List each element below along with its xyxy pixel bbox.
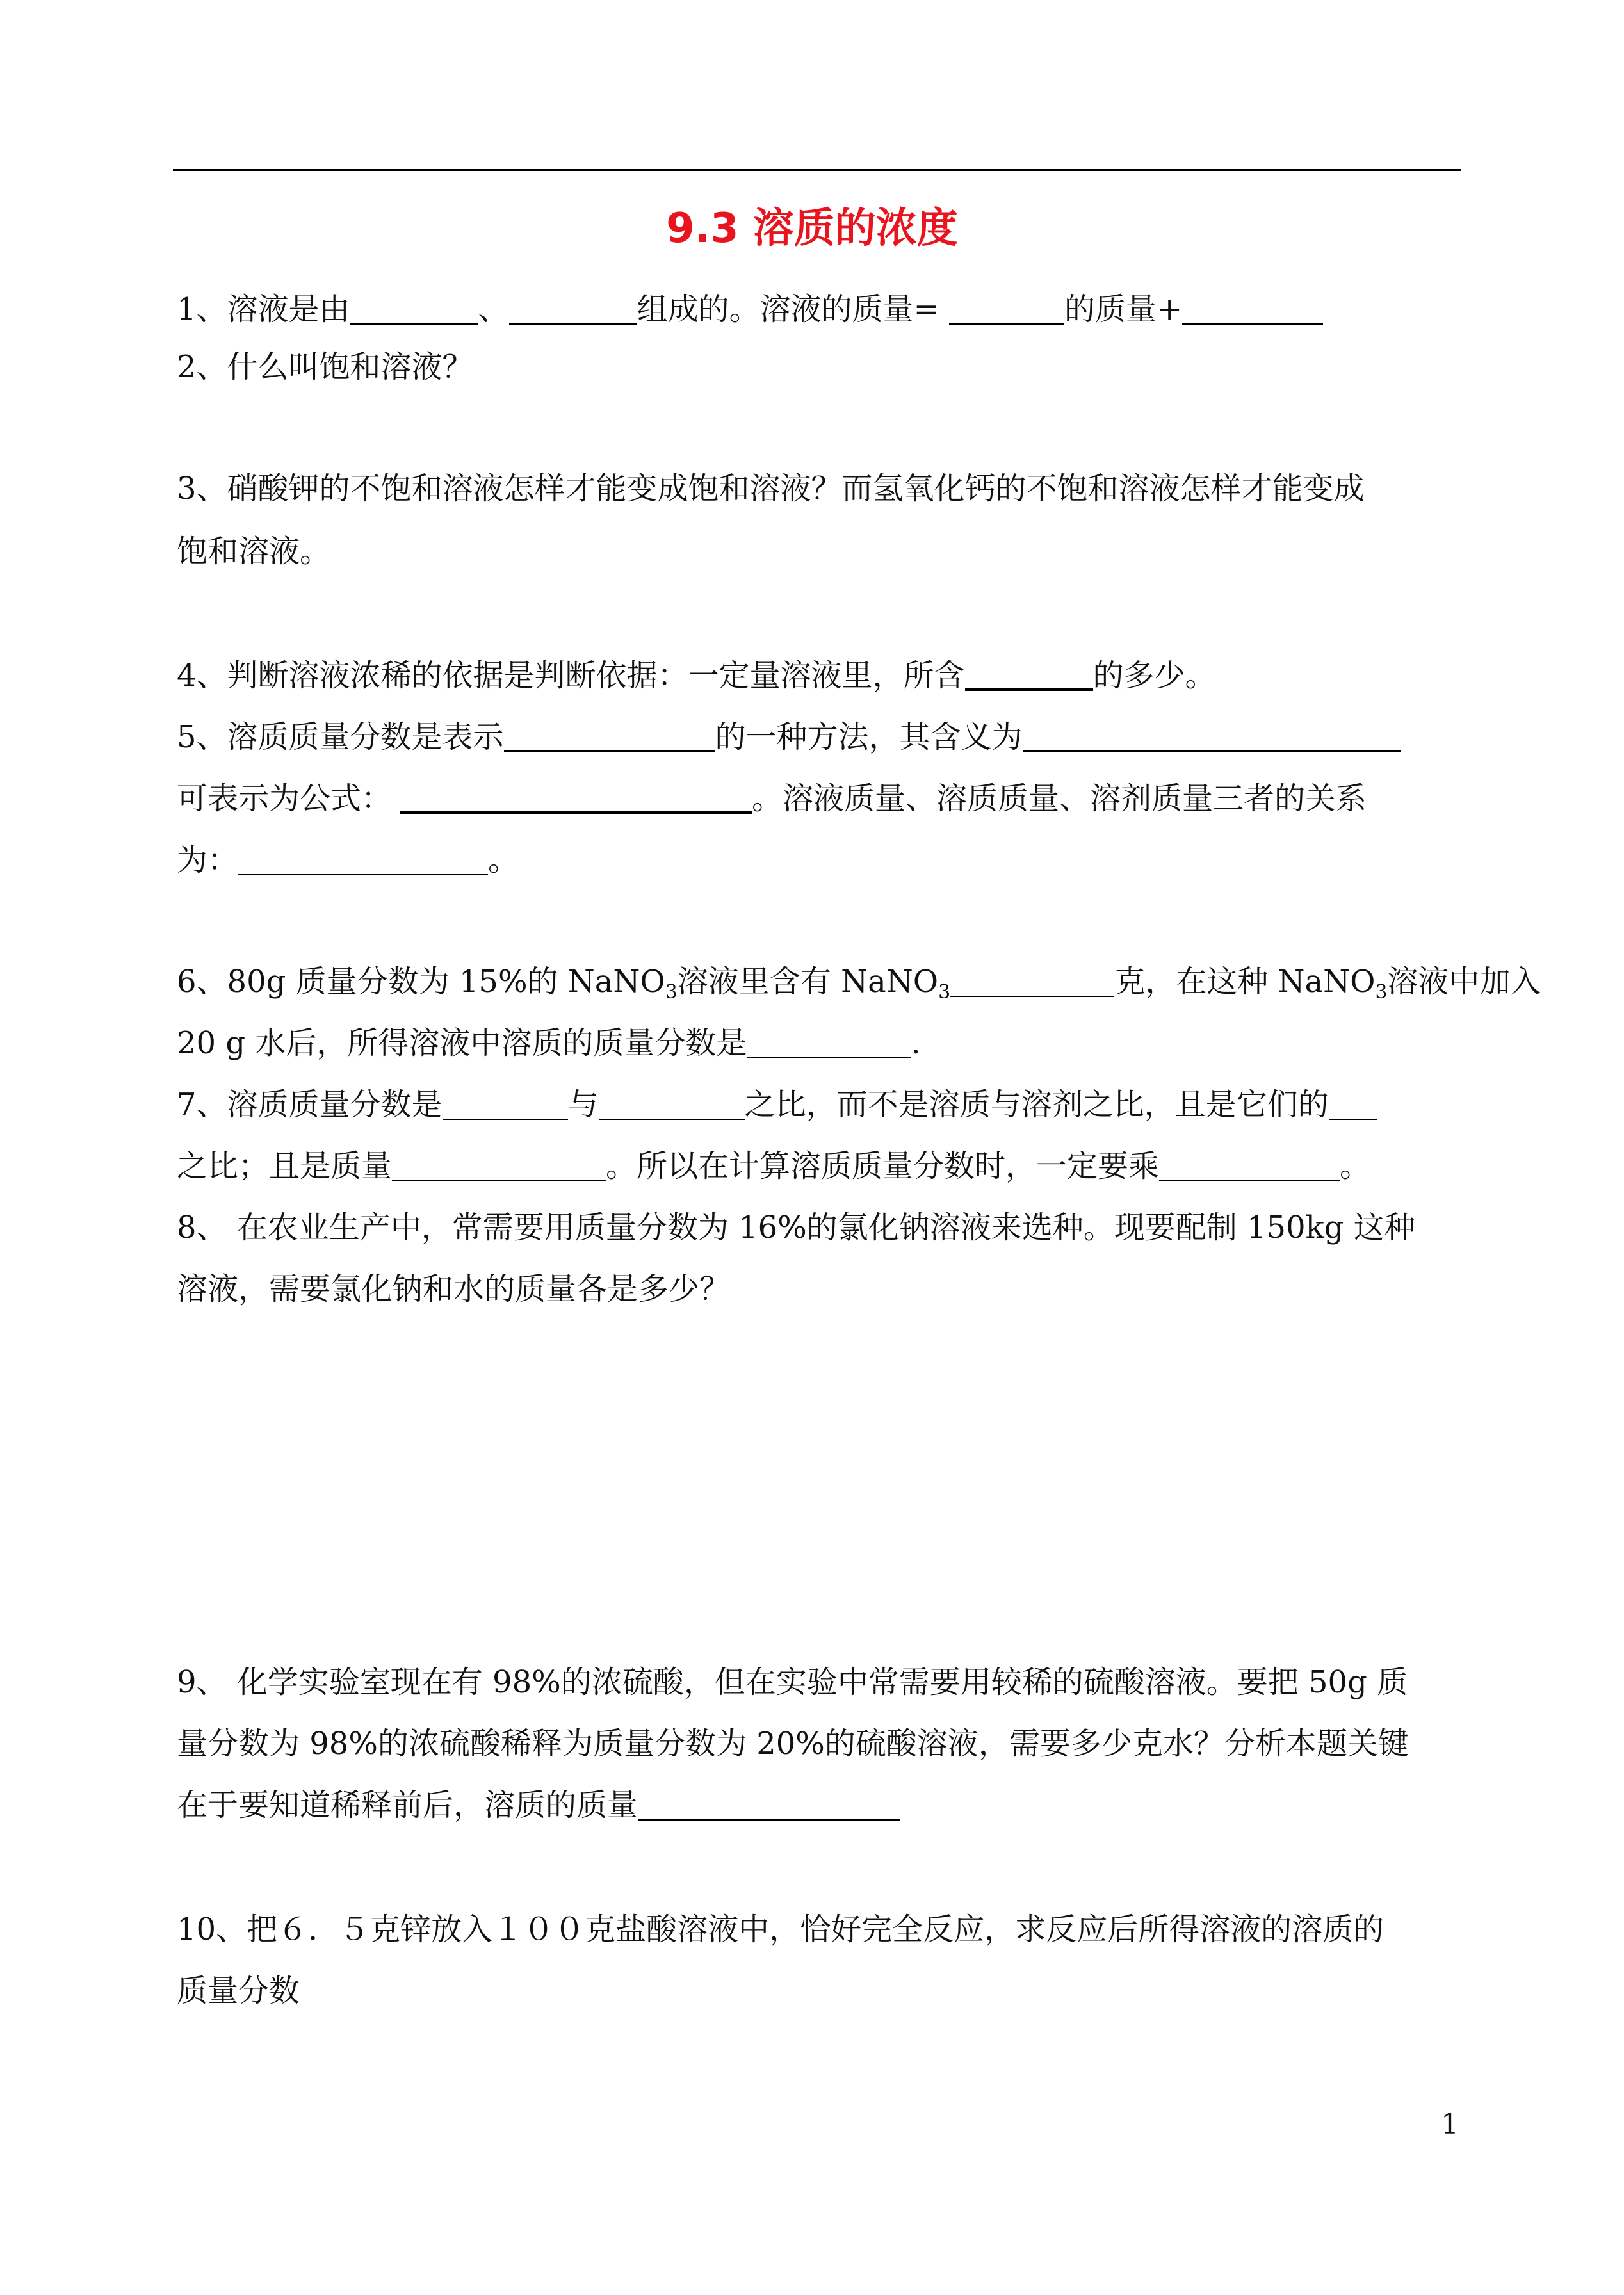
q6-sub-b: 3: [938, 981, 951, 1003]
page-title: 9.3 溶质的浓度: [666, 205, 958, 252]
question-9: [177, 1661, 1408, 1703]
q7-blank-2[interactable]: [599, 1119, 745, 1120]
question-4: [177, 654, 1216, 697]
q7-text-d: 之比；且是质量: [177, 1148, 393, 1184]
question-3: [177, 467, 1365, 510]
q4-text-b: 的多少。: [1092, 658, 1216, 693]
q7-blank-4[interactable]: [392, 1180, 606, 1181]
q9-text-b: 量分数为 98%的浓硫酸稀释为质量分数为 20%的硫酸溶液，需要多少克水？分析本题关键: [177, 1726, 1409, 1762]
q7-text-c: 之比，而不是溶质与溶剂之比，且是它们的: [744, 1087, 1329, 1123]
q8-text-b: 溶液，需要氯化钠和水的质量各是多少？: [177, 1271, 731, 1307]
question-10: [177, 1908, 1384, 1950]
q9-text-c: 在于要知道稀释前后，溶质的质量: [177, 1787, 638, 1823]
q6-text-d: 溶液中加入: [1387, 964, 1541, 1000]
question-5-cont2: [177, 839, 519, 881]
question-1: [177, 288, 1323, 330]
q8-text-a: 8、 在农业生产中，常需要用质量分数为 16%的氯化钠溶液来选种。现要配制 150kg 这种: [177, 1210, 1415, 1245]
question-7-cont: [177, 1145, 1370, 1187]
q7-blank-5[interactable]: [1159, 1180, 1340, 1181]
q5-text-a: 5、溶质质量分数是表示: [177, 719, 504, 755]
q5-text-f: 。: [488, 842, 519, 878]
q10-text-a: 10、把６．５克锌放入１００克盐酸溶液中，恰好完全反应，求反应后所得溶液的溶质的: [177, 1911, 1384, 1947]
q1-text-c: 组成的。溶液的质量=: [637, 291, 950, 327]
q6-text-b: 溶液里含有 NaNO: [677, 964, 939, 1000]
q9-blank[interactable]: [638, 1819, 900, 1821]
q5-blank-1[interactable]: [504, 750, 715, 752]
q3-text-a: 3、硝酸钾的不饱和溶液怎样才能变成饱和溶液？而氢氧化钙的不饱和溶液怎样才能变成: [177, 471, 1365, 507]
q4-blank[interactable]: [965, 688, 1093, 691]
q5-text-d: 。溶液质量、溶质质量、溶剂质量三者的关系: [752, 781, 1367, 816]
page-number: 1: [1441, 2108, 1459, 2141]
q3-text-b: 饱和溶液。: [177, 533, 331, 569]
q5-text-c: 可表示为公式：: [177, 781, 393, 816]
q1-blank-4[interactable]: [1182, 323, 1323, 325]
q5-text-e: 为：: [177, 842, 239, 878]
q4-text-a: 4、判断溶液浓稀的依据是判断依据：一定量溶液里，所含: [177, 658, 965, 693]
question-8-cont: [177, 1268, 730, 1310]
question-3-cont: [177, 530, 330, 572]
q6-text-f: .: [911, 1025, 921, 1061]
q7-text-f: 。: [1340, 1148, 1371, 1184]
question-6-cont: [177, 1022, 921, 1064]
header-rule: [173, 169, 1461, 171]
q5-blank-2[interactable]: [1023, 750, 1401, 752]
q1-blank-2[interactable]: [509, 323, 637, 325]
q6-text-a: 6、80g 质量分数为 15%的 NaNO: [177, 964, 665, 1000]
q1-text-d: 的质量+: [1064, 291, 1183, 327]
question-9-cont: [177, 1723, 1409, 1765]
q1-blank-1[interactable]: [350, 323, 478, 325]
q7-text-b: 与: [567, 1087, 599, 1123]
q6-text-e: 20 g 水后，所得溶液中溶质的质量分数是: [177, 1025, 747, 1061]
q7-text-a: 7、溶质质量分数是: [177, 1087, 443, 1123]
question-2: [177, 346, 473, 388]
q9-text-a: 9、 化学实验室现在有 98%的浓硫酸，但在实验中常需要用较稀的硫酸溶液。要把 50g 质: [177, 1664, 1408, 1700]
q7-blank-1[interactable]: [443, 1119, 568, 1120]
q6-blank-1[interactable]: [950, 996, 1114, 997]
q6-sub-c: 3: [1375, 981, 1388, 1003]
question-7: [177, 1083, 1377, 1126]
q6-blank-2[interactable]: [747, 1057, 911, 1058]
q1-text-b: 、: [478, 291, 509, 327]
q7-text-e: 。所以在计算溶质质量分数时，一定要乘: [606, 1148, 1160, 1184]
question-8: [177, 1206, 1415, 1249]
question-9-cont2: [177, 1784, 900, 1826]
q6-sub-a: 3: [665, 981, 678, 1003]
q1-text-a: 1、溶液是由: [177, 291, 350, 327]
q6-text-c: 克，在这种 NaNO: [1114, 964, 1376, 1000]
q7-blank-3[interactable]: [1329, 1119, 1377, 1120]
question-6: [177, 961, 1541, 1003]
question-5: [177, 716, 1401, 758]
q1-blank-3[interactable]: [949, 323, 1064, 325]
question-5-cont: [177, 777, 1367, 820]
q10-text-b: 质量分数: [177, 1973, 300, 2009]
q5-blank-3[interactable]: [400, 811, 752, 814]
q2-text: 2、什么叫饱和溶液？: [177, 349, 473, 385]
q5-blank-4[interactable]: [238, 874, 488, 875]
q5-text-b: 的一种方法，其含义为: [715, 719, 1023, 755]
question-10-cont: [177, 1970, 300, 2012]
